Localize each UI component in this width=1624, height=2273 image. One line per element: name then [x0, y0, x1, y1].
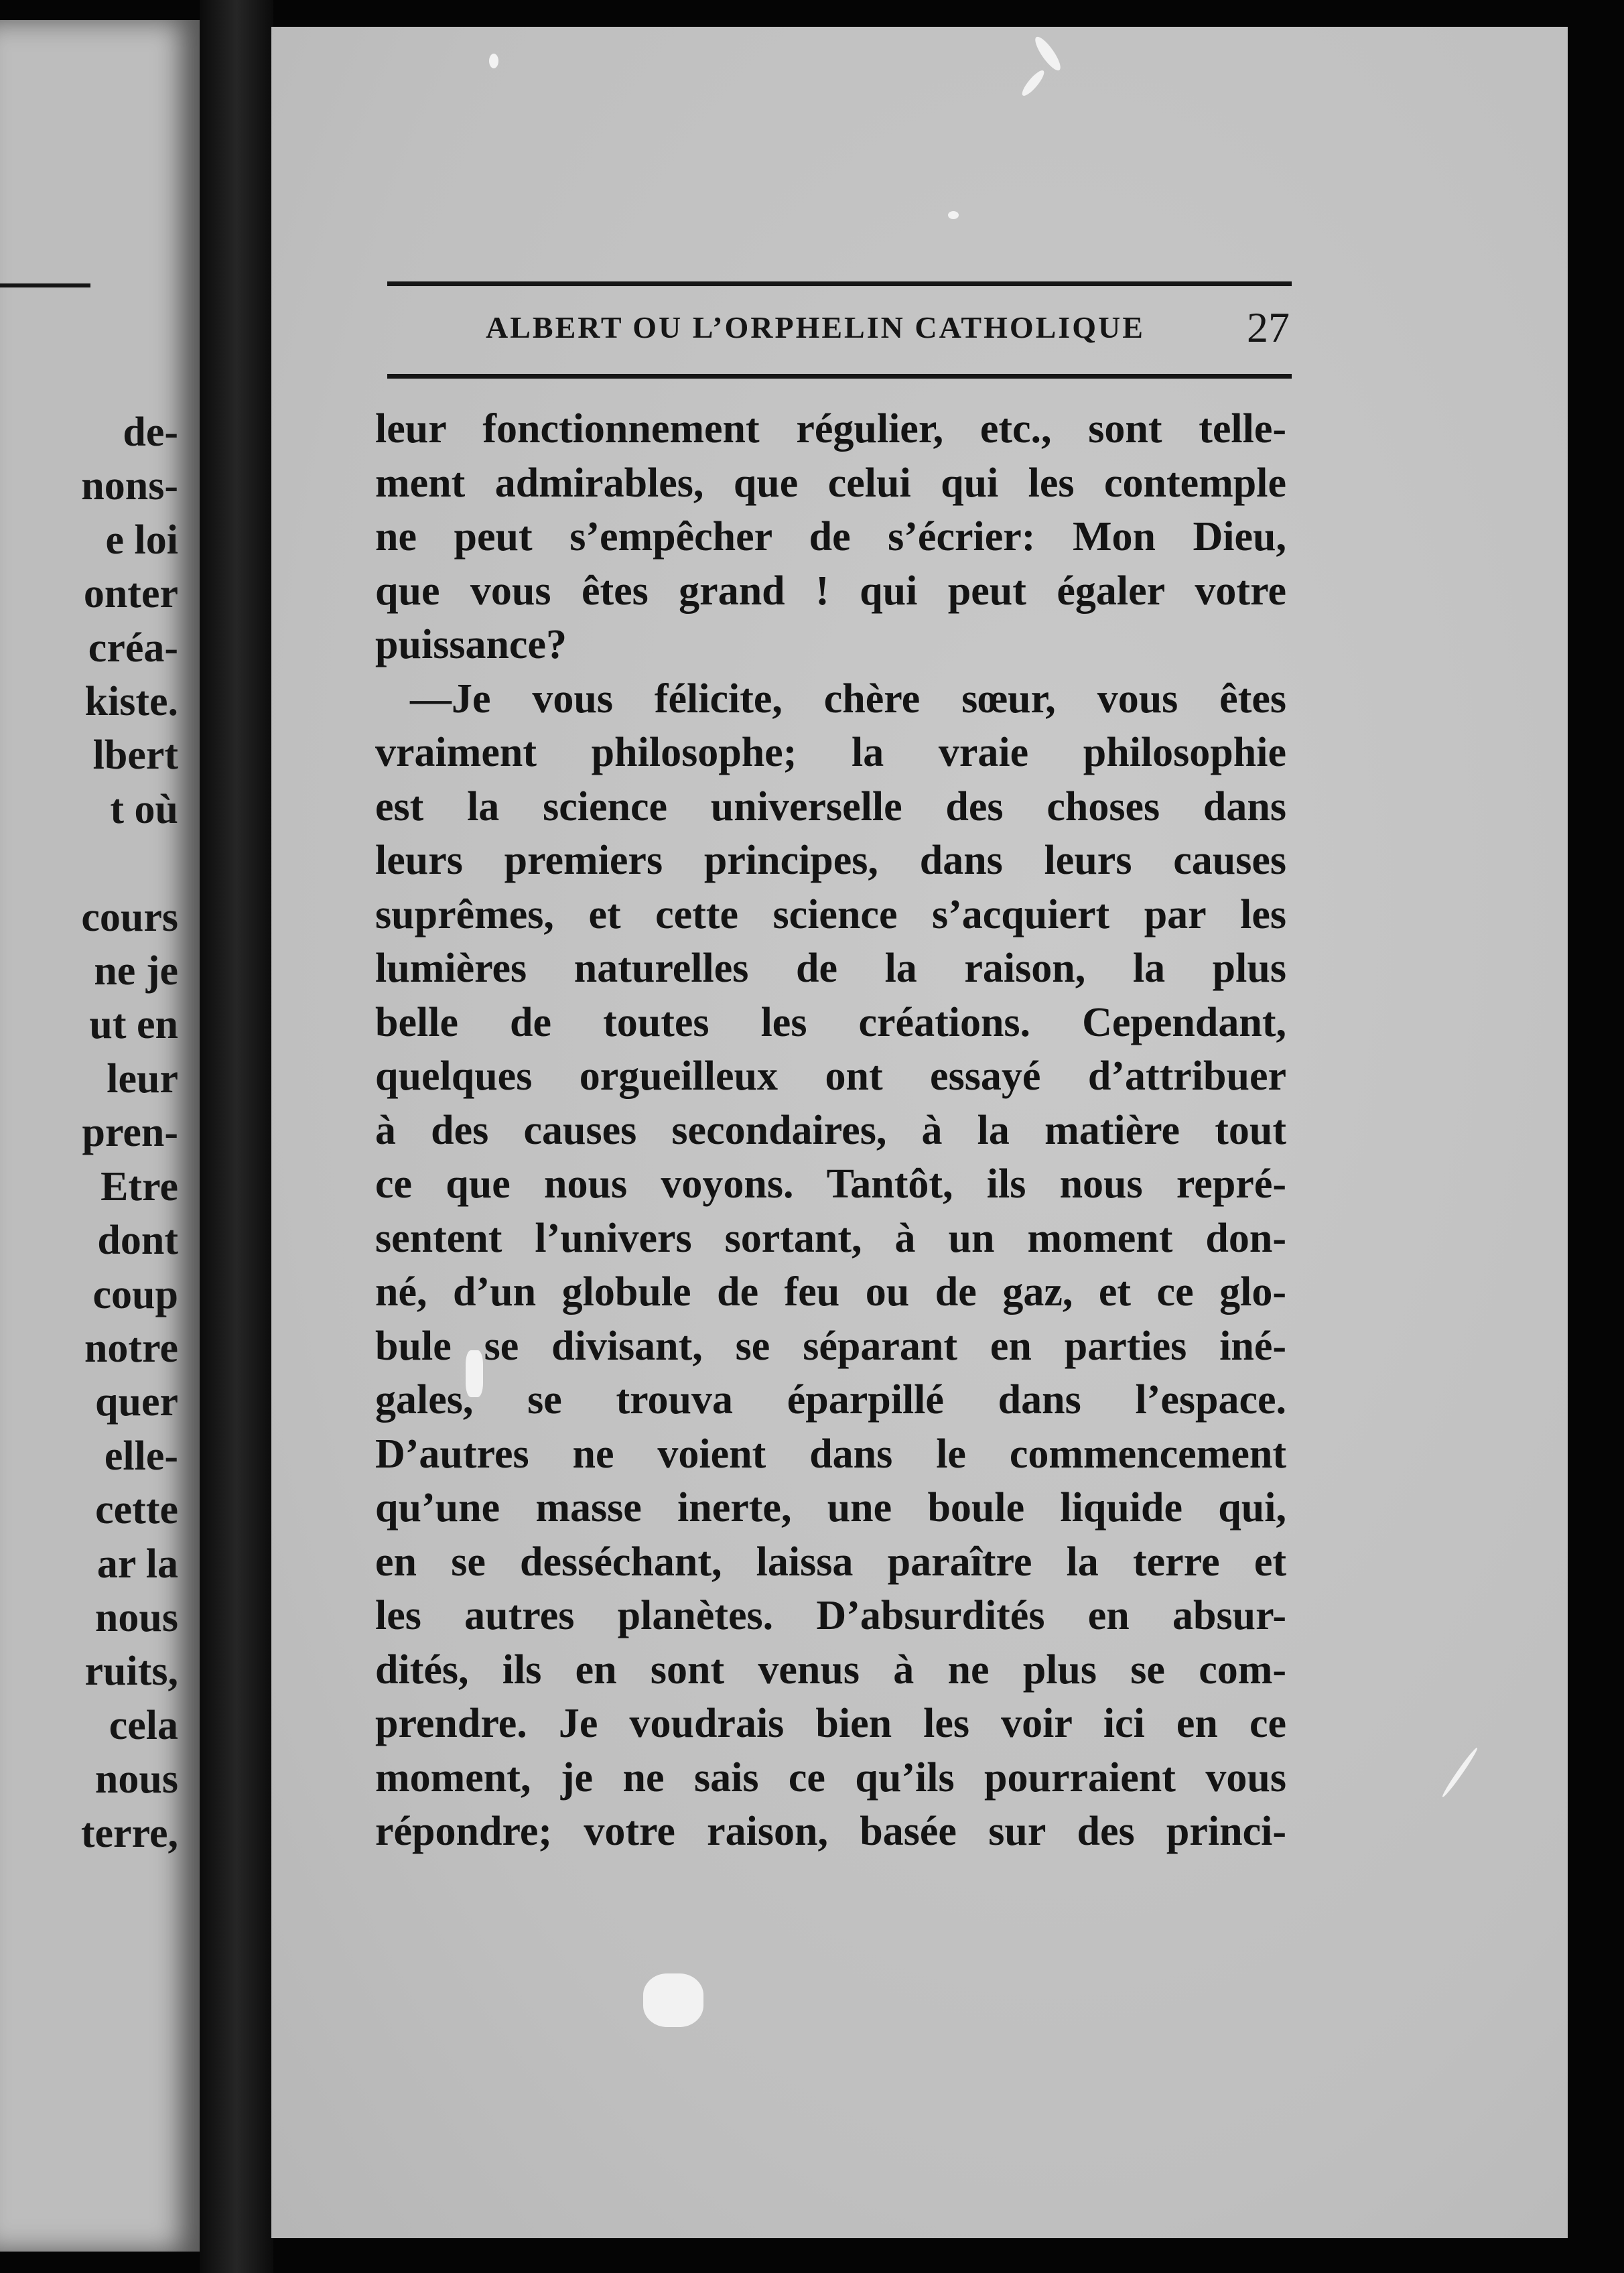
text-line: puissance?	[375, 622, 567, 667]
running-head	[486, 303, 1290, 356]
facing-page-line	[81, 836, 178, 890]
text-line: quelques orgueilleux ont essayé d’attribuer	[375, 1053, 1286, 1099]
header-rule-bottom	[387, 374, 1292, 379]
facing-page-line: t où	[110, 786, 178, 832]
text-line: lumières naturelles de la raison, la plus	[375, 946, 1286, 991]
paper-speck	[489, 54, 498, 68]
text-line: gales, se trouva éparpillé dans l’espace.	[375, 1377, 1286, 1423]
body-text	[375, 402, 1286, 1859]
text-line: leur fonctionnement régulier, etc., sont telle-	[375, 406, 1286, 452]
facing-page-line: e loi	[105, 517, 178, 563]
facing-page-line: leur	[107, 1055, 178, 1102]
facing-page-line: notre	[84, 1325, 178, 1371]
text-line: belle de toutes les créations. Cependant,	[375, 999, 1286, 1045]
facing-page-line: ruits,	[84, 1648, 178, 1695]
facing-page-line: kiste.	[84, 679, 178, 725]
facing-page-line: ut en	[89, 1002, 178, 1048]
facing-page-line: Etre	[100, 1163, 178, 1210]
text-line: ment admirables, que celui qui les contemple	[375, 460, 1286, 506]
facing-page	[0, 20, 201, 2252]
book-gutter	[200, 0, 273, 2273]
facing-page-line: lbert	[92, 732, 178, 779]
facing-page-line: dont	[97, 1218, 178, 1264]
text-line: à des causes secondaires, à la matière tout	[375, 1107, 1286, 1153]
page-number: 27	[1247, 304, 1290, 351]
text-line: suprêmes, et cette science s’acquiert par les	[375, 891, 1286, 937]
facing-page-line: nous	[94, 1756, 178, 1803]
facing-page-line: nous	[94, 1594, 178, 1640]
paper-speck	[643, 1973, 703, 2027]
text-line: moment, je ne sais ce qu’ils pourraient vous	[375, 1754, 1286, 1801]
facing-page-line: terre,	[80, 1810, 178, 1856]
text-line: ce que nous voyons. Tantôt, ils nous repré-	[375, 1161, 1286, 1207]
text-line: sentent l’univers sortant, à un moment don-	[375, 1215, 1286, 1261]
facing-page-line: ar la	[96, 1541, 178, 1587]
facing-page-line: elle-	[104, 1433, 178, 1479]
paper-speck	[1031, 34, 1064, 73]
paper-speck	[1019, 68, 1047, 99]
text-line: qu’une masse inerte, une boule liquide qui,	[375, 1485, 1286, 1531]
facing-page-line: créa-	[88, 625, 178, 671]
facing-page-line: cela	[109, 1702, 178, 1748]
text-line: les autres planètes. D’absurdités en absur-	[375, 1593, 1286, 1638]
facing-page-line: de-	[123, 409, 178, 455]
text-line: en se desséchant, laissa paraître la terre et	[375, 1539, 1286, 1585]
facing-page-line: cette	[95, 1487, 178, 1533]
text-line: répondre; votre raison, basée sur des princi-	[375, 1809, 1286, 1854]
text-line: prendre. Je voudrais bien les voir ici en ce	[375, 1701, 1286, 1746]
text-line: vraiment philosophe; la vraie philosophie	[375, 730, 1286, 775]
header-rule-top	[387, 281, 1292, 286]
facing-page-line: nons-	[81, 463, 178, 509]
facing-page-line: ne je	[94, 948, 178, 994]
paper-speck	[948, 211, 959, 219]
facing-page-line: pren-	[82, 1110, 178, 1156]
text-line: que vous êtes grand ! qui peut égaler votre	[375, 568, 1286, 614]
text-line: bule se divisant, se séparant en parties iné-	[375, 1323, 1286, 1369]
facing-page-line: coup	[92, 1271, 178, 1317]
text-line: ne peut s’empêcher de s’écrier: Mon Dieu,	[375, 514, 1286, 560]
text-line: D’autres ne voient dans le commencement	[375, 1431, 1286, 1477]
text-line: né, d’un globule de feu ou de gaz, et ce glo-	[375, 1269, 1286, 1315]
paper-speck	[1440, 1746, 1479, 1799]
text-line: —Je vous félicite, chère sœur, vous êtes	[410, 675, 1286, 722]
facing-page-text	[81, 405, 178, 1860]
facing-page-line: quer	[95, 1379, 178, 1425]
text-line: leurs premiers principes, dans leurs causes	[375, 838, 1286, 883]
running-title: ALBERT OU L’ORPHELIN CATHOLIQUE	[486, 310, 1145, 344]
text-line: est la science universelle des choses dans	[375, 783, 1286, 830]
facing-page-rule	[0, 283, 90, 287]
facing-page-line: cours	[81, 894, 178, 940]
text-line: dités, ils en sont venus à ne plus se com-	[375, 1646, 1286, 1693]
facing-page-line: onter	[83, 571, 178, 617]
